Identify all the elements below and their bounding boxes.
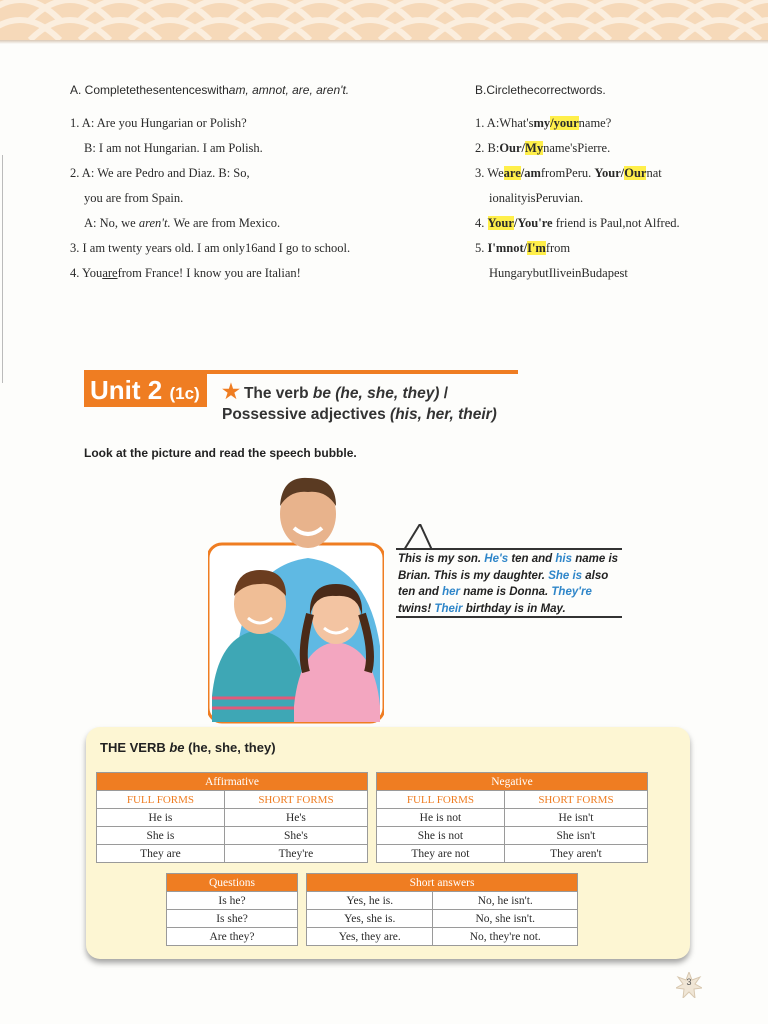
table-cell: He is [97,809,225,827]
table-cell: No, they're not. [433,928,578,946]
star-icon: ★ [222,381,240,403]
exercise-b [475,78,735,286]
table-cell: They are not [377,845,505,863]
table-cell: No, she isn't. [433,910,578,928]
table-cell: No, he isn't. [433,892,578,910]
table-row [97,845,368,863]
table-row [307,928,578,946]
table-row [97,809,368,827]
column-header: FULL FORMS [377,791,505,809]
exercise-b-line-4: 4. Your/You're friend is Paul,not Alfred. [475,216,680,230]
exercise-a-line-4: 4. Youarefrom France! I know you are Italian! [70,266,301,280]
speech-bubble-tail [404,524,434,550]
table-row [97,827,368,845]
exercise-a-heading: A. Completethesentenceswitham, amnot, are, aren't. [70,83,350,97]
exercise-b-line-3: 3. Weare/amfromPeru. Your/Ournat [475,166,662,180]
table-row [377,845,648,863]
table-cell: Is she? [167,910,298,928]
table-cell: Yes, he is. [307,892,433,910]
exercise-b-line-5: 5. I'mnot/I'mfrom [475,241,571,255]
questions-table [166,873,298,946]
short-answers-header: Short answers [307,874,578,892]
affirmative-table [96,772,368,863]
exercise-a [70,78,450,286]
table-row [307,892,578,910]
table-cell: They're [224,845,367,863]
instruction-text: Look at the picture and read the speech bubble. [84,446,357,460]
exercise-b-line-3-cont: ionalityisPeruvian. [489,191,584,205]
table-cell: She isn't [504,827,647,845]
table-cell: They aren't [504,845,647,863]
unit-label: Unit 2 (1c) [84,374,207,407]
table-cell: Yes, they are. [307,928,433,946]
table-cell: She is [97,827,225,845]
table-row [167,892,298,910]
negative-table [376,772,648,863]
column-header: SHORT FORMS [224,791,367,809]
exercise-b-line-2: 2. B:Our/Myname'sPierre. [475,141,611,155]
column-header: FULL FORMS [97,791,225,809]
page-number: 3 [676,972,702,998]
short-answers-table [306,873,578,946]
exercise-a-line-3: 3. I am twenty years old. I am only16and I go to school. [70,241,351,255]
exercise-a-line-1b: B: I am not Hungarian. I am Polish. [84,141,263,155]
exercise-b-line-5-cont: HungarybutIliveinBudapest [489,266,628,280]
table-cell: He isn't [504,809,647,827]
speech-bubble-top-rule [396,548,622,550]
table-cell: She's [224,827,367,845]
unit-title: ★ The verb be (he, she, they) / Possessive adjectives (his, her, their) [222,381,497,423]
margin-line [2,155,3,383]
exercise-a-line-2a: 2. A: We are Pedro and Diaz. B: So, [70,166,250,180]
table-cell: He's [224,809,367,827]
table-row [307,910,578,928]
exercise-a-line-2c: A: No, we aren't. We are from Mexico. [84,216,281,230]
exercise-b-line-1: 1. A:What'smy/yourname? [475,116,612,130]
table-cell: She is not [377,827,505,845]
decorative-header-band [0,0,768,40]
table-cell: Is he? [167,892,298,910]
speech-bubble-text: This is my son. He's ten and his name is Brian. This is my daughter. She is also ten and her name is Donna. They're twins! Their birthday is in May. [398,553,619,615]
column-header: SHORT FORMS [504,791,647,809]
table-row [377,809,648,827]
family-photo [208,466,384,724]
exercise-a-line-1a: 1. A: Are you Hungarian or Polish? [70,116,247,130]
table-cell: He is not [377,809,505,827]
questions-header: Questions [167,874,298,892]
speech-bubble-bottom-rule [396,616,622,618]
table-row [167,928,298,946]
exercise-b-heading: B.Circlethecorrectwords. [475,83,606,97]
header-shadow [0,40,768,44]
exercise-a-line-2b: you are from Spain. [84,191,184,205]
table-row [167,910,298,928]
table-row [377,827,648,845]
affirmative-header: Affirmative [97,773,368,791]
negative-header: Negative [377,773,648,791]
grammar-title: THE VERB be (he, she, they) [100,740,276,755]
table-cell: Yes, she is. [307,910,433,928]
table-cell: Are they? [167,928,298,946]
table-cell: They are [97,845,225,863]
